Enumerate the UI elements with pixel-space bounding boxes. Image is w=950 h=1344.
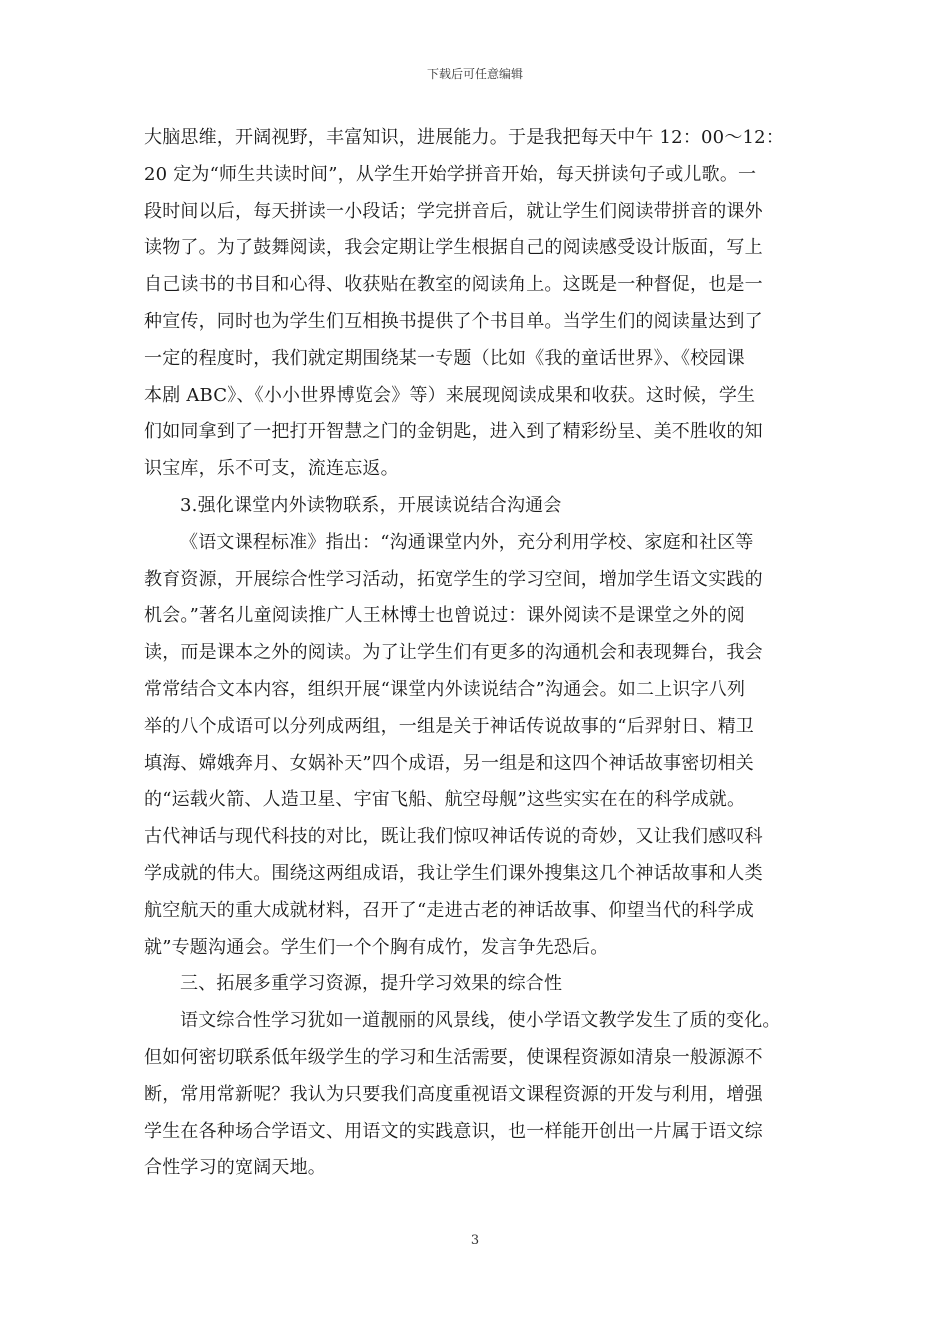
text-line: 举的八个成语可以分列成两组，一组是关于神话传说故事的“后羿射日、精卫 xyxy=(144,715,754,737)
text-line: 一定的程度时，我们就定期围绕某一专题（比如《我的童话世界》、《校园课 xyxy=(144,347,745,369)
text-line: 读，而是课本之外的阅读。为了让学生们有更多的沟通机会和表现舞台，我会 xyxy=(144,642,763,664)
text-line: 就”专题沟通会。学生们一个个胸有成竹，发言争先恐后。 xyxy=(144,936,609,958)
text-line: 航空航天的重大成就材料，召开了“走进古老的神话故事、仰望当代的科学成 xyxy=(144,899,754,921)
text-line: 断，常用常新呢？我认为只要我们高度重视语文课程资源的开发与利用，增强 xyxy=(144,1083,763,1105)
text-line: 20 定为“师生共读时间”，从学生开始学拼音开始，每天拼读句子或儿歌。一 xyxy=(144,163,757,185)
text-line: 教育资源，开展综合性学习活动，拓宽学生的学习空间，增加学生语文实践的 xyxy=(144,568,763,590)
text-line: 的“运载火箭、人造卫星、宇宙飞船、航空母舰”这些实实在在的科学成就。 xyxy=(144,789,746,811)
text-line: 自己读书的书目和心得、收获贴在教室的阅读角上。这既是一种督促，也是一 xyxy=(144,274,763,296)
page-number: 3 xyxy=(470,1233,480,1248)
text-line: 读物了。为了鼓舞阅读，我会定期让学生根据自己的阅读感受设计版面，写上 xyxy=(144,237,763,259)
text-line: 古代神话与现代科技的对比，既让我们惊叹神话传说的奇妙，又让我们感叹科 xyxy=(144,826,763,848)
text-line: 机会。”著名儿童阅读推广人王林博士也曾说过：课外阅读不是课堂之外的阅 xyxy=(144,605,745,627)
text-line: 《语文课程标准》指出：“沟通课堂内外，充分利用学校、家庭和社区等 xyxy=(180,531,754,553)
text-line: 语文综合性学习犹如一道靓丽的风景线，使小学语文教学发生了质的变化。 xyxy=(180,1010,781,1032)
text-line: 大脑思维，开阔视野，丰富知识，进展能力。于是我把每天中午 12：00～12： xyxy=(144,127,785,148)
text-line: 三、拓展多重学习资源，提升学习效果的综合性 xyxy=(180,973,563,995)
text-line: 们如同拿到了一把打开智慧之门的金钥匙，进入到了精彩纷呈、美不胜收的知 xyxy=(144,421,763,443)
text-line: 填海、嫦娥奔月、女娲补天”四个成语，另一组是和这四个神话故事密切相关 xyxy=(144,752,754,774)
text-line: 3.强化课堂内外读物联系，开展读说结合沟通会 xyxy=(180,494,562,516)
text-line: 学生在各种场合学语文、用语文的实践意识，也一样能开创出一片属于语文综 xyxy=(144,1120,763,1142)
text-line: 种宣传，同时也为学生们互相换书提供了个书目单。当学生们的阅读量达到了 xyxy=(144,310,763,332)
text-line: 段时间以后，每天拼读一小段话；学完拼音后，就让学生们阅读带拼音的课外 xyxy=(144,200,763,222)
text-line: 学成就的伟大。围绕这两组成语，我让学生们课外搜集这几个神话故事和人类 xyxy=(144,862,763,884)
document-body xyxy=(144,120,808,1187)
text-line: 本剧 ABC》、《小小世界博览会》等）来展现阅读成果和收获。这时候，学生 xyxy=(144,384,756,406)
text-line: 识宝库，乐不可支，流连忘返。 xyxy=(144,458,399,480)
page-header: 下载后可任意编辑 xyxy=(426,67,523,81)
text-line: 但如何密切联系低年级学生的学习和生活需要，使课程资源如清泉一般源源不 xyxy=(144,1046,763,1068)
text-line: 合性学习的宽阔天地。 xyxy=(144,1157,326,1179)
text-line: 常常结合文本内容，组织开展“课堂内外读说结合”沟通会。如二上识字八列 xyxy=(144,678,746,700)
